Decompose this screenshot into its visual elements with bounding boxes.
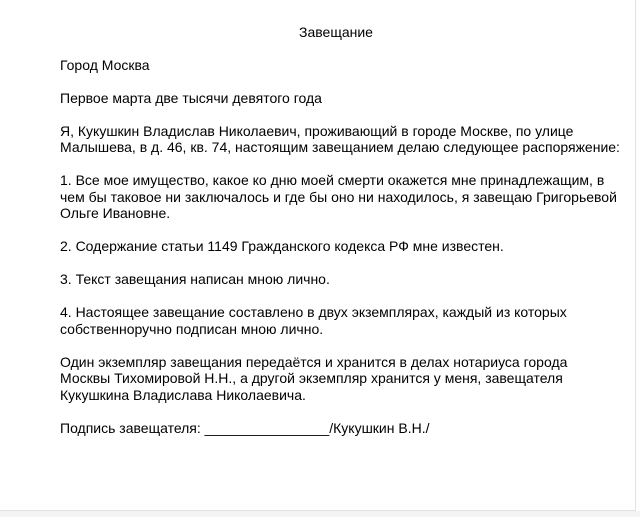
clause-2: 2. Содержание статьи 1149 Гражданского кодекса РФ мне известен. <box>60 238 504 254</box>
clause-4: 4. Настоящее завещание составлено в двух экземплярах, каждый из которых собственноручно подписан мною лично. <box>60 304 567 337</box>
page-gap <box>0 511 640 517</box>
document-title: Завещание <box>299 24 373 40</box>
copies-paragraph: Один экземпляр завещания передаётся и хранится в делах нотариуса города Москвы Тихомировой Н.Н., а другой экземпляр хранится у меня, завещателя Кукушкина Владислава Николаевича. <box>60 353 568 403</box>
intro-paragraph: Я, Кукушкин Владислав Николаевич, проживающий в городе Москве, по улице Малышева, в д. 46, кв. 74, настоящим завещанием делаю следующее распоряжение: <box>60 122 620 155</box>
signature-line: Подпись завещателя: ________________/Кукушкин В.Н./ <box>60 419 430 436</box>
city-line: Город Москва <box>60 56 150 73</box>
date-line: Первое марта две тысячи девятого года <box>60 89 322 106</box>
clause-3: 3. Текст завещания написан мною лично. <box>60 271 330 287</box>
will-document <box>60 24 620 453</box>
clause-1: 1. Все мое имущество, какое ко дню моей смерти окажется мне принадлежащим, в чем бы таковое ни заключалось и где бы оно ни находилось, я завещаю Григорьевой Ольге Ивановне. <box>60 172 617 221</box>
